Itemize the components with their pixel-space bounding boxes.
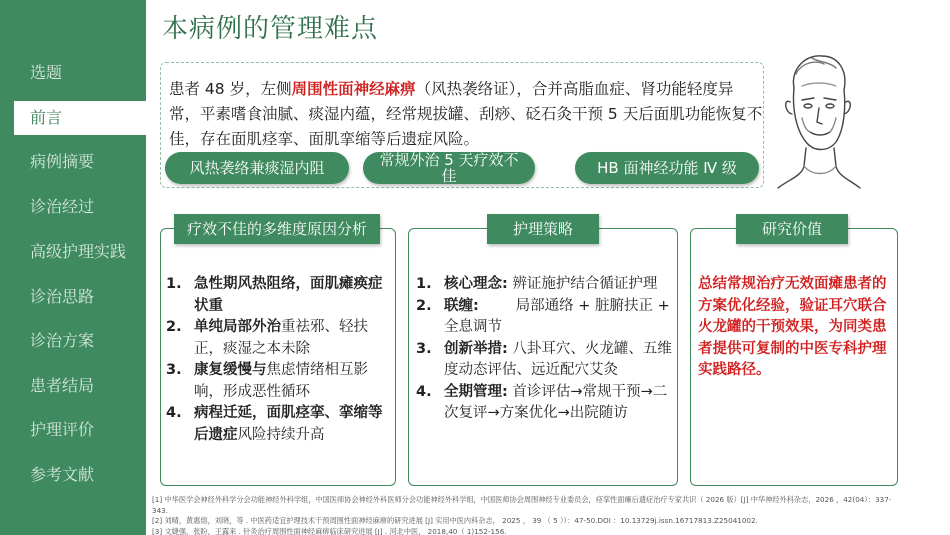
reference-item: [3] 文婕强，张盼，王露来 . 针灸治疗周围性面神经麻痹临床研究进展 [J] . 河北中医， 2018,40（ 1)152-156. <box>152 526 507 535</box>
references <box>152 495 892 535</box>
list-item <box>416 382 672 425</box>
sidebar-item-label: 诊治方案 <box>30 331 95 350</box>
sidebar-item-evaluation[interactable] <box>0 413 146 447</box>
list-item-bold: 单纯局部外治 <box>194 319 281 335</box>
sidebar-item-treatment-plan[interactable] <box>0 324 146 358</box>
list-item-number: 2. <box>166 319 182 335</box>
causes-list <box>166 274 388 446</box>
reference-item: [2] 刘晴，黄惠熔，刘晓，等 . 中医药适宜护理技术干预周围性面神经麻痹的研究进展 [J] 实用中医内科杂志， 2025 ， 39 （ 5 ））：47-50.DOI ：10.13729j.issn.16717813.Z25041002. <box>152 516 758 525</box>
pill-syndrome: 风热袭络兼痰湿内阻 <box>165 152 349 184</box>
card-causes-tag: 疗效不佳的多维度原因分析 <box>174 214 380 244</box>
sidebar-item-treatment-course[interactable] <box>0 190 146 224</box>
pill-hb-grade: HB 面神经功能 Ⅳ 级 <box>575 152 759 184</box>
list-item-bold: 急性期风热阻络，面肌瘫痪症状重 <box>194 276 383 314</box>
list-item-bold: 核心理念: <box>444 276 508 292</box>
list-item-number: 3. <box>416 340 432 357</box>
sidebar-item-diagnosis-approach[interactable] <box>0 280 146 314</box>
strategy-list <box>416 274 675 425</box>
intro-text-before: 患者 48 岁，左侧 <box>169 80 292 98</box>
list-item-number: 2. <box>416 297 432 314</box>
list-item-number: 1. <box>416 276 432 292</box>
intro-text <box>169 77 763 152</box>
sidebar-item-case-summary[interactable] <box>0 145 146 179</box>
sidebar-item-label: 患者结局 <box>30 376 95 395</box>
list-item-bold: 康复缓慢与 <box>194 362 267 378</box>
list-item-bold: 病程迁延，面肌痉挛、挛缩等后遗症 <box>194 405 383 443</box>
page-title: 本病例的管理难点 <box>162 14 379 44</box>
intro-box <box>160 62 764 188</box>
list-item-bold: 创新举措: <box>444 340 508 357</box>
list-item <box>416 296 675 339</box>
list-item-number: 4. <box>166 405 182 421</box>
list-item-number: 1. <box>166 276 182 292</box>
list-item-number: 4. <box>416 383 432 400</box>
intro-highlight: 周围性面神经麻痹 <box>291 80 416 98</box>
list-item-text: 风险持续升高 <box>237 426 325 443</box>
list-item-text: 辨证施护结合循证护理 <box>507 276 658 292</box>
list-item <box>166 360 388 403</box>
reference-item: [1] 中华医学会神经外科学分会功能神经外科学组，中国医师协会神经外科医师分会功能神经外科学组，中国医师协会周围神经专业委员会，痉挛性面瘫后遗症治疗专家共识（ 2026 版）[J] 中华神经外科杂志，2026 ，42(04）：337-343. <box>152 495 892 515</box>
list-item-text: 首诊评估→常规干预→二次复评→方案优化→出院随访 <box>444 383 668 421</box>
list-item <box>416 274 672 296</box>
list-item <box>166 403 388 446</box>
list-item <box>166 274 388 317</box>
list-item-text: 八卦耳穴、火龙罐、五维度动态评估、远近配穴艾灸 <box>444 340 672 378</box>
card-value-tag: 研究价值 <box>736 214 848 244</box>
sidebar-item-preface[interactable] <box>14 101 146 135</box>
list-item-bold: 联缠: <box>444 297 479 314</box>
elderly-man-portrait-icon <box>772 48 862 198</box>
intro-text-after: （风热袭络证），合并高脂血症、肾功能轻度异常，平素嗜食油腻、痰湿内蕴，经常规拔罐、刮痧、砭石灸干预 5 天后面肌功能恢复不佳，存在面肌痉挛、面肌挛缩等后遗症风险。 <box>169 80 763 148</box>
list-item-text: 局部通络 + 脏腑扶正 + 全息调节 <box>444 297 675 335</box>
sidebar-item-advanced-nursing[interactable] <box>0 235 146 269</box>
sidebar-item-topic[interactable] <box>0 56 146 90</box>
pill-treatment: 常规外治 5 天疗效不佳 <box>363 152 535 184</box>
value-text: 总结常规治疗无效面瘫患者的方案优化经验，验证耳穴联合火龙罐的干预效果，为同类患者提供可复制的中医专科护理实践路径。 <box>698 276 887 378</box>
sidebar-item-label: 参考文献 <box>30 465 95 484</box>
list-item-bold: 全期管理: <box>444 383 508 400</box>
sidebar <box>0 0 146 535</box>
list-item <box>416 339 672 382</box>
list-item-text: 焦虑情绪相互影响，形成恶性循环 <box>194 362 368 400</box>
sidebar-item-label: 选题 <box>30 63 63 82</box>
sidebar-item-label: 护理评价 <box>30 420 95 439</box>
sidebar-item-label: 诊治思路 <box>30 287 95 306</box>
sidebar-item-references[interactable] <box>0 458 146 492</box>
sidebar-item-label: 病例摘要 <box>30 152 95 171</box>
list-item-number: 3. <box>166 362 182 378</box>
card-strategy-tag: 护理策略 <box>487 214 599 244</box>
sidebar-item-outcome[interactable] <box>0 369 146 403</box>
list-item <box>166 317 388 360</box>
sidebar-item-label: 诊治经过 <box>30 197 95 216</box>
list-item-text: 重祛邪、轻扶正，痰湿之本未除 <box>194 319 368 357</box>
sidebar-item-label: 高级护理实践 <box>30 242 127 261</box>
sidebar-item-label: 前言 <box>30 108 63 127</box>
